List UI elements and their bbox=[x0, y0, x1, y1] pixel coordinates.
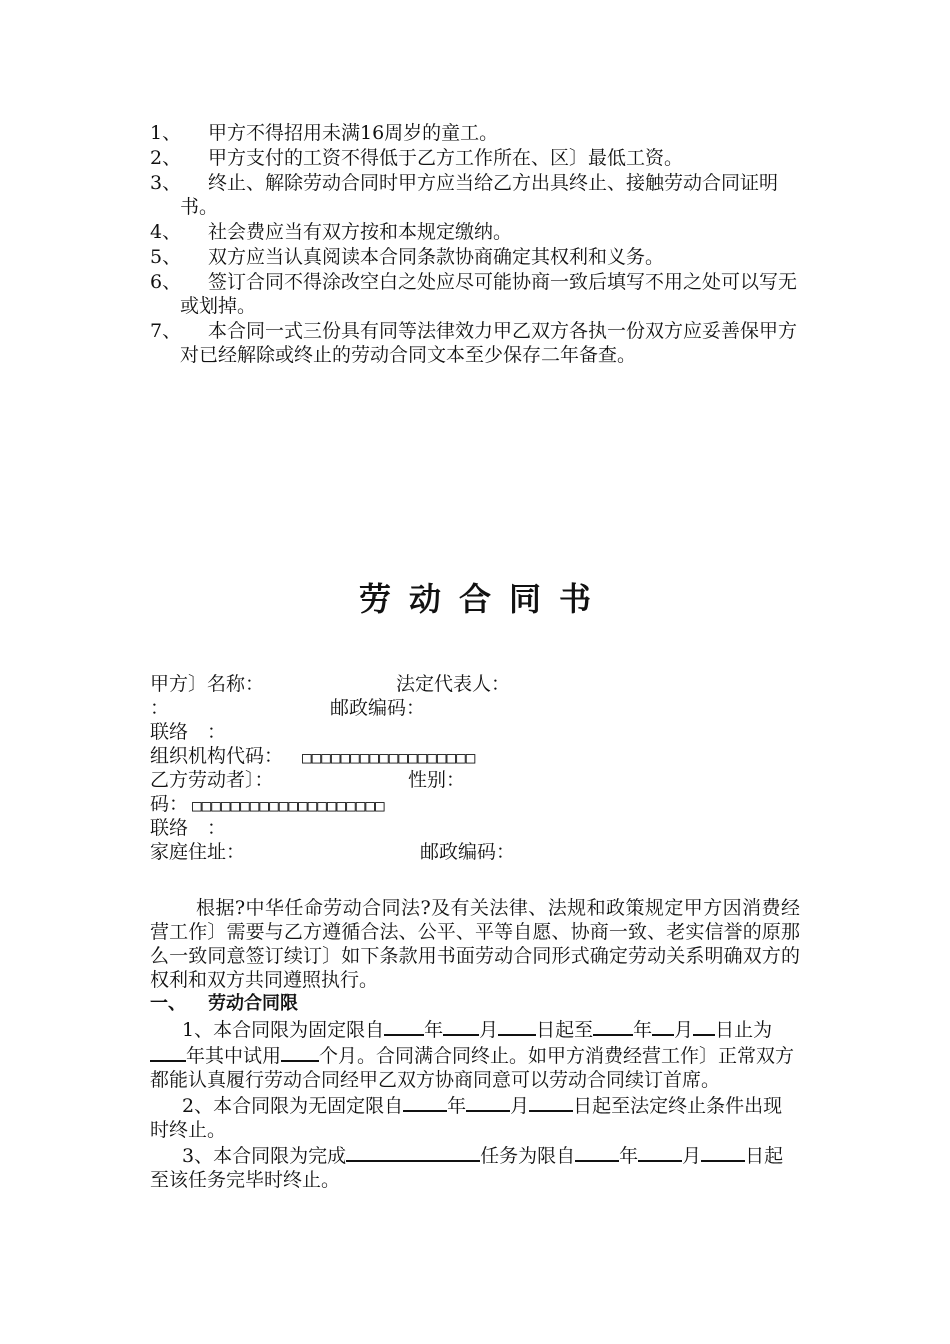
clause-text: 任务为限自 bbox=[480, 1145, 576, 1167]
blank-field[interactable] bbox=[693, 1016, 715, 1036]
item-number: 1、 bbox=[150, 122, 182, 144]
item-number: 2、 bbox=[150, 147, 182, 169]
party-b-address-row bbox=[150, 840, 800, 864]
party-b-contact-row bbox=[150, 816, 800, 840]
blank-field[interactable] bbox=[652, 1016, 674, 1036]
blank-field[interactable] bbox=[575, 1142, 619, 1162]
clause-text: 年 bbox=[619, 1145, 639, 1167]
clause-text: 月 bbox=[510, 1095, 530, 1117]
party-a-contact-row bbox=[150, 720, 800, 744]
gender-label: 性别： bbox=[408, 769, 466, 791]
item-text: 签订合同不得涂改空白之处应尽可能协商一致后填写不用之处可以写无或划掉。 bbox=[180, 271, 798, 317]
id-row bbox=[150, 792, 800, 816]
clause-text: 2、本合同限为无固定限自 bbox=[182, 1095, 404, 1117]
org-code-row bbox=[150, 744, 800, 768]
id-label: 码： bbox=[150, 793, 189, 815]
item-text: 社会费应当有双方按和本规定缴纳。 bbox=[208, 221, 513, 243]
party-a-name-row bbox=[150, 672, 800, 696]
blank-field[interactable] bbox=[593, 1016, 633, 1036]
section-number: 一、 bbox=[150, 993, 186, 1014]
address-colon: ： bbox=[150, 697, 170, 719]
clause-text: 日起至法定终止条件出现时终止。 bbox=[150, 1095, 783, 1141]
party-b-name-label: 乙方劳动者〕： bbox=[150, 769, 274, 791]
list-item bbox=[150, 171, 800, 219]
item-number: 3、 bbox=[150, 172, 182, 194]
preamble: 根据?中华任命劳动合同法?及有关法律、法规和政策规定甲方因消费经营工作〕需要与乙方遵循合法、公平、平等自愿、协商一致、老实信誉的原那么一致同意签订续订〕如下条款用书面劳动合同形式确定劳动关系明确双方的权利和双方共同遵照执行。 bbox=[150, 897, 800, 991]
clause-text: 3、本合同限为完成 bbox=[182, 1145, 347, 1167]
home-address-label: 家庭住址： bbox=[150, 841, 246, 863]
list-item bbox=[150, 121, 800, 145]
blank-field[interactable] bbox=[443, 1016, 479, 1036]
legal-rep-label: 法定代表人： bbox=[396, 673, 511, 695]
party-a-postcode-label: 邮政编码： bbox=[330, 697, 426, 719]
item-text: 终止、解除劳动合同时甲方应当给乙方出具终止、接触劳动合同证明书。 bbox=[180, 172, 779, 218]
blank-field[interactable] bbox=[403, 1092, 447, 1112]
item-number: 4、 bbox=[150, 221, 182, 243]
clause-text: 年 bbox=[447, 1095, 467, 1117]
clause-text: 个月。合同满合同终止。如甲方消费经营工作〕正常双方都能认真履行劳动合同经甲乙双方协商同意可以劳动合同续订首席。 bbox=[150, 1045, 795, 1091]
party-b-contact-label: 联络 ： bbox=[150, 817, 227, 839]
clause-text: 日起至该任务完毕时终止。 bbox=[150, 1145, 784, 1191]
parties-info bbox=[150, 672, 800, 864]
clause-text: 月 bbox=[674, 1019, 694, 1041]
clause-2 bbox=[150, 1092, 800, 1142]
list-item bbox=[150, 319, 800, 367]
section-title: 劳动合同限 bbox=[208, 993, 298, 1014]
item-text: 甲方支付的工资不得低于乙方工作所在、区〕最低工资。 bbox=[208, 147, 684, 169]
blank-field[interactable] bbox=[346, 1142, 480, 1162]
clause-text: 1、本合同限为固定限自 bbox=[182, 1019, 385, 1041]
blank-field[interactable] bbox=[281, 1042, 319, 1062]
blank-field[interactable] bbox=[150, 1042, 186, 1062]
clause-text: 年其中试用 bbox=[186, 1045, 282, 1067]
blank-field[interactable] bbox=[638, 1142, 682, 1162]
item-number: 7、 bbox=[150, 320, 182, 342]
item-text: 本合同一式三份具有同等法律效力甲乙双方各执一份双方应妥善保甲方对已经解除或终止的劳动合同文本至少保存二年备查。 bbox=[180, 320, 798, 366]
blank-field[interactable] bbox=[466, 1092, 510, 1112]
contract-body bbox=[150, 896, 800, 1192]
clause-text: 年 bbox=[633, 1019, 653, 1041]
item-text: 甲方不得招用未满16周岁的童工。 bbox=[208, 122, 499, 144]
item-text: 双方应当认真阅读本合同条款协商确定其权利和义务。 bbox=[208, 246, 665, 268]
blank-field[interactable] bbox=[701, 1142, 745, 1162]
document-title: 劳动合同书 bbox=[358, 580, 609, 618]
list-item bbox=[150, 220, 800, 244]
party-b-postcode-label: 邮政编码： bbox=[420, 841, 516, 863]
party-a-address-row bbox=[150, 696, 800, 720]
party-a-contact-label: 联络 ： bbox=[150, 721, 227, 743]
clause-text: 日起至 bbox=[536, 1019, 594, 1041]
org-code-label: 组织机构代码： bbox=[150, 745, 284, 767]
item-number: 5、 bbox=[150, 246, 182, 268]
blank-field[interactable] bbox=[384, 1016, 424, 1036]
clause-3 bbox=[150, 1142, 800, 1192]
list-item bbox=[150, 146, 800, 170]
org-code-boxes: □□□□□□□□□□□□□□□□□□ bbox=[302, 748, 476, 767]
section-heading bbox=[150, 992, 800, 1016]
clause-text: 月 bbox=[682, 1145, 702, 1167]
id-boxes: □□□□□□□□□□□□□□□□□□□□ bbox=[192, 796, 385, 815]
party-b-name-row bbox=[150, 768, 800, 792]
party-a-name-label: 甲方〕名称： bbox=[150, 673, 265, 695]
clause-text: 年 bbox=[424, 1019, 444, 1041]
clause-1 bbox=[150, 1016, 800, 1092]
clause-text: 月 bbox=[479, 1019, 499, 1041]
notes-list bbox=[150, 121, 800, 368]
list-item bbox=[150, 245, 800, 269]
list-item bbox=[150, 270, 800, 318]
blank-field[interactable] bbox=[529, 1092, 573, 1112]
clause-text: 日止为 bbox=[715, 1019, 773, 1041]
item-number: 6、 bbox=[150, 271, 182, 293]
blank-field[interactable] bbox=[498, 1016, 536, 1036]
